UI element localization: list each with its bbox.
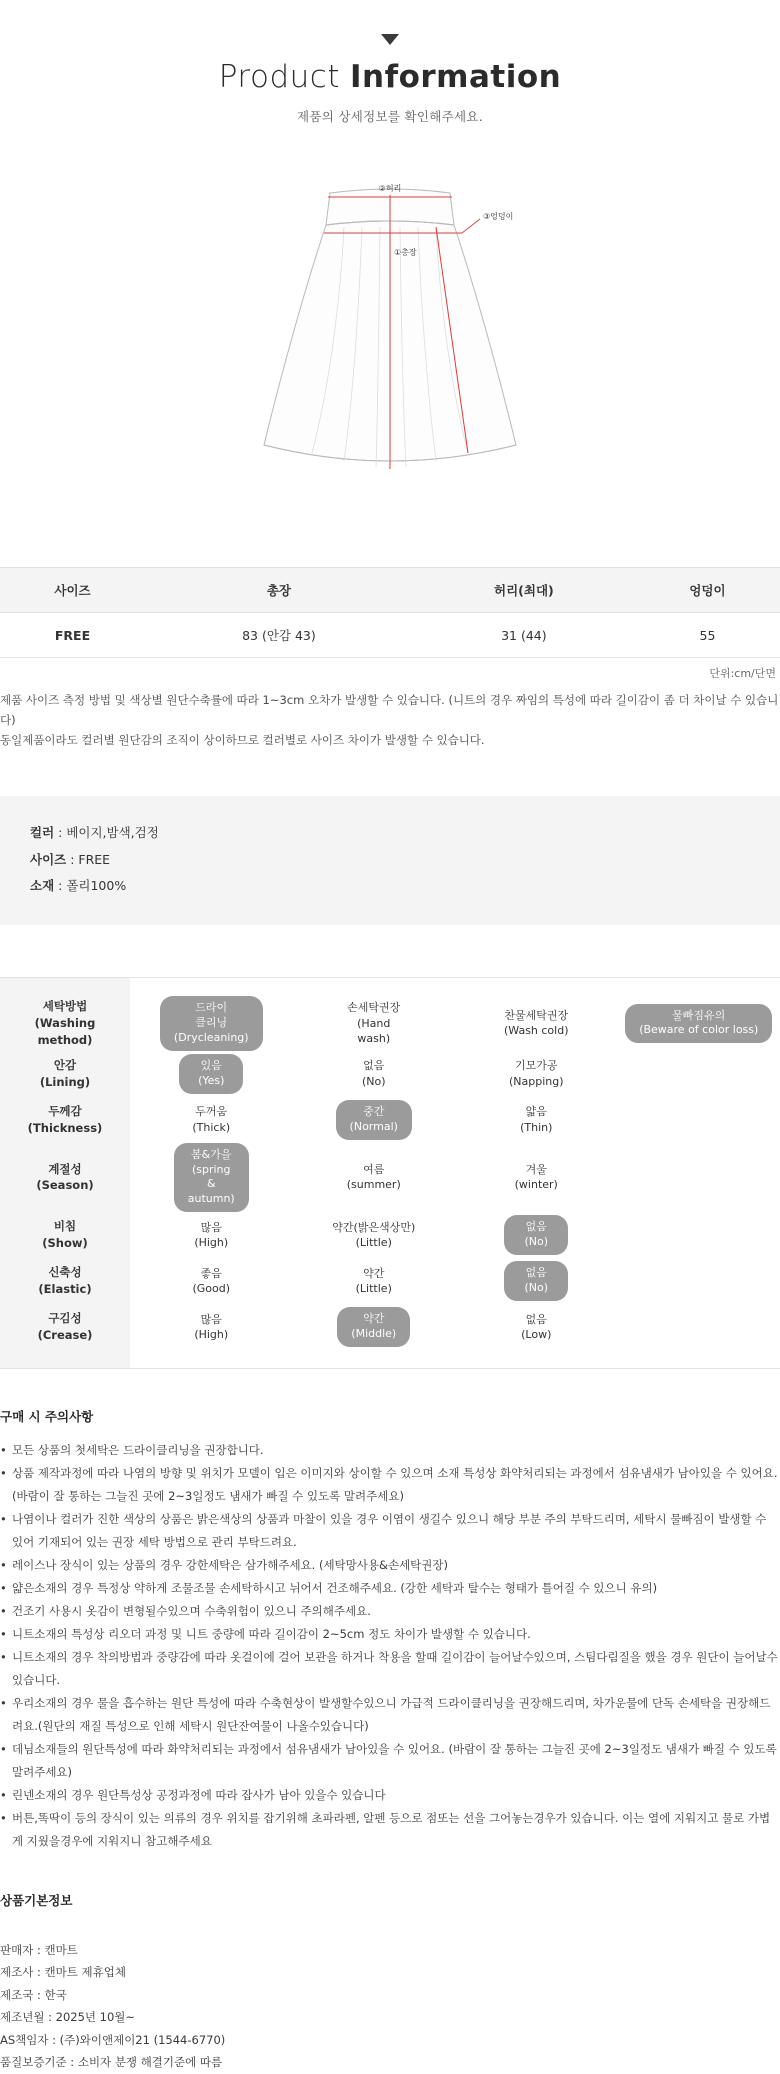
care-option[interactable] <box>130 996 293 1051</box>
care-row <box>0 1304 780 1350</box>
page-title <box>0 59 780 95</box>
care-option-line: (No) <box>518 1235 554 1250</box>
caution-item: • 니트소재의 경우 착의방법과 중량감에 따라 옷걸이에 걸어 보관을 하거나 착용을 할때 길이감이 늘어날수있으며, 스팀다림질을 했을 경우 원단이 늘어날수있습니다. <box>0 1646 780 1692</box>
basic-info-line: 판매자 : 캔마트 <box>0 1939 780 1961</box>
care-option[interactable] <box>455 1261 618 1301</box>
care-label-line: 비침 <box>0 1218 130 1235</box>
caution-items <box>0 1439 780 1853</box>
care-option-line: 드라이 <box>174 1001 249 1016</box>
size-cell-waist: 31 (44) <box>413 613 635 658</box>
basic-info-line: 품질보증기준 : 소비자 분쟁 해결기준에 따름 <box>0 2051 780 2073</box>
care-label-line: 신축성 <box>0 1264 130 1281</box>
care-option-line: 있음 <box>193 1059 229 1074</box>
care-option-text <box>347 1162 401 1193</box>
caution-item: • 린넨소재의 경우 원단특성상 공정과정에 따라 잡사가 남아 있을수 있습니다 <box>0 1784 780 1807</box>
care-option-line: 찬물세탁권장 <box>504 1008 569 1023</box>
care-option[interactable] <box>455 1100 618 1140</box>
care-option-line: 약간 <box>351 1312 396 1327</box>
caution-item: • 얇은소재의 경우 특정상 약하게 조물조물 손세탁하시고 뉘어서 건조해주세요. (강한 세탁과 탈수는 형태가 틀어질 수 있으니 유의) <box>0 1577 780 1600</box>
table-row <box>0 613 780 658</box>
caution-item: • 나염이나 컬러가 진한 색상의 상품은 밝은색상의 상품과 마찰이 있을 경우 이염이 생길수 있으니 해당 부분 주의 부탁드리며, 세탁시 물빠짐이 발생할 수 있어 기재되어 있는 권장 세탁 방법으로 관리 부탁드려요. <box>0 1508 780 1554</box>
care-label-line: 계절성 <box>0 1161 130 1178</box>
care-option-line: 좋음 <box>192 1266 230 1281</box>
care-option-text <box>521 1312 551 1343</box>
care-option-text <box>332 1220 415 1251</box>
care-option[interactable] <box>455 1054 618 1094</box>
care-rows <box>0 996 780 1350</box>
hip-label: ③엉덩이 <box>483 211 513 221</box>
care-option-line: 기모가공 <box>509 1058 564 1073</box>
care-option-line: 없음 <box>362 1058 386 1073</box>
care-option[interactable] <box>293 1307 456 1347</box>
care-option[interactable] <box>455 1307 618 1347</box>
chevron-down-icon <box>381 34 399 45</box>
care-option[interactable] <box>293 1261 456 1301</box>
spec-size-value: : FREE <box>70 852 110 867</box>
care-option[interactable] <box>293 1054 456 1094</box>
basic-info-line: AS책임자 : (주)와이앤제이21 (1544-6770) <box>0 2029 780 2051</box>
care-label-line: 안감 <box>0 1057 130 1074</box>
care-option-line: & <box>188 1177 235 1192</box>
basic-info-heading: 상품기본정보 <box>0 1891 780 1909</box>
size-cell-length: 83 (안감 43) <box>145 613 413 658</box>
care-option[interactable] <box>618 1307 780 1347</box>
spec-material-value: : 폴리100% <box>58 878 126 893</box>
care-option-text <box>194 1220 228 1251</box>
care-grid <box>0 977 780 1369</box>
caution-item: • 버튼,똑딱이 등의 장식이 있는 의류의 경우 위치를 잡기위해 초파라펜, 알펜 등으로 점또는 선을 그어놓는경우가 있습니다. 이는 열에 지워지고 물로 가볍게 지웠을경우에 지워지니 참고해주세요 <box>0 1807 780 1853</box>
care-option-text <box>362 1058 386 1089</box>
size-table-header-cell: 허리(최대) <box>413 568 635 613</box>
care-option[interactable] <box>455 1215 618 1255</box>
care-option-line: 없음 <box>518 1266 554 1281</box>
care-option-text <box>504 1008 569 1039</box>
care-option-line: 중간 <box>350 1105 398 1120</box>
caution-item: • 상품 제작과정에 따라 나염의 방향 및 위치가 모델이 입은 이미지와 상이할 수 있으며 소재 특성상 화약처리되는 과정에서 섬유냄새가 남아있을 수 있어요. (바람이 잘 통하는 그늘진 곳에 2~3일정도 냄새가 빠질 수 있도록 말려주세요) <box>0 1462 780 1508</box>
basic-info-line: 제조국 : 한국 <box>0 1984 780 2006</box>
care-option-line: wash) <box>347 1031 400 1046</box>
size-note-line: 제품 사이즈 측정 방법 및 색상별 원단수축률에 따라 1~3cm 오차가 발생할 수 있습니다. (니트의 경우 짜임의 특성에 따라 길이감이 좀 더 차이날 수 있습니다) <box>0 690 780 730</box>
care-label-line: 두께감 <box>0 1103 130 1120</box>
care-option-text <box>356 1266 392 1297</box>
care-option-line: (Wash cold) <box>504 1023 569 1038</box>
care-label-line: (Lining) <box>0 1074 130 1091</box>
caution-item: • 니트소재의 특성상 리오더 과정 및 니트 중량에 따라 길이감이 2~5cm 정도 차이가 발생할 수 있습니다. <box>0 1623 780 1646</box>
care-row-label <box>0 1097 130 1143</box>
size-table-header-cell: 엉덩이 <box>635 568 780 613</box>
spec-color-row <box>30 820 750 846</box>
caution-item: • 레이스나 장식이 있는 상품의 경우 강한세탁은 삼가해주세요. (세탁망사용&손세탁권장) <box>0 1554 780 1577</box>
caution-item: • 모든 상품의 첫세탁은 드라이클리닝을 권장합니다. <box>0 1439 780 1462</box>
care-label-line: (Thickness) <box>0 1120 130 1137</box>
caution-list <box>0 1439 780 1853</box>
care-option-selected[interactable] <box>504 1215 568 1255</box>
waist-label: ②허리 <box>379 183 402 193</box>
care-row <box>0 996 780 1051</box>
size-table-header-cell: 총장 <box>145 568 413 613</box>
care-option[interactable] <box>618 1100 780 1140</box>
care-option-line: 손세탁권장 <box>347 1000 400 1015</box>
care-option-text <box>194 1312 228 1343</box>
care-option-line: (summer) <box>347 1177 401 1192</box>
care-option-selected[interactable] <box>160 996 263 1051</box>
care-option-line: (Little) <box>332 1235 415 1250</box>
page-subtitle: 제품의 상세정보를 확인해주세요. <box>0 107 780 125</box>
care-option[interactable] <box>455 996 618 1051</box>
care-option-text <box>192 1104 230 1135</box>
care-option-line: (Yes) <box>193 1074 229 1089</box>
care-options <box>130 1100 780 1140</box>
care-label-line: (Elastic) <box>0 1281 130 1298</box>
care-row <box>0 1097 780 1143</box>
care-option[interactable] <box>130 1261 293 1301</box>
care-option-text <box>520 1104 552 1135</box>
care-row-label <box>0 1258 130 1304</box>
care-option-line: autumn) <box>188 1192 235 1207</box>
care-row <box>0 1051 780 1097</box>
care-option[interactable] <box>130 1054 293 1094</box>
care-option-selected[interactable] <box>337 1307 410 1347</box>
care-option-selected[interactable] <box>504 1261 568 1301</box>
care-options <box>130 1054 780 1094</box>
care-option-text <box>509 1058 564 1089</box>
care-option[interactable] <box>618 1215 780 1255</box>
care-option[interactable] <box>293 1100 456 1140</box>
care-option-line: (Napping) <box>509 1074 564 1089</box>
care-label-line: (Crease) <box>0 1327 130 1344</box>
size-cell-name: FREE <box>0 613 145 658</box>
care-option-line: (Little) <box>356 1281 392 1296</box>
caution-heading: 구매 시 주의사항 <box>0 1407 780 1425</box>
spec-size-row <box>30 847 750 873</box>
care-option[interactable] <box>293 1215 456 1255</box>
care-option[interactable] <box>293 1143 456 1212</box>
care-label-line: (Washing <box>0 1015 130 1032</box>
length-label: ①총장 <box>394 247 417 257</box>
caution-item: • 우리소재의 경우 물을 흡수하는 원단 특성에 따라 수축현상이 발생할수있으니 가급적 드라이클리닝을 권장해드리며, 차가운물에 단독 손세탁을 권장해드려요.(원단의 재질 특성으로 인해 세탁시 원단잔여물이 나올수있습니다) <box>0 1692 780 1738</box>
size-note-line: 동일제품이라도 컬러별 원단감의 조직이 상이하므로 컬러별로 사이즈 차이가 발생할 수 있습니다. <box>0 730 780 750</box>
care-option[interactable] <box>130 1307 293 1347</box>
care-options <box>130 1215 780 1255</box>
care-options <box>130 1307 780 1347</box>
spec-size-key: 사이즈 <box>30 852 66 867</box>
care-option-line: (High) <box>194 1235 228 1250</box>
basic-info-line: 제조년월 : 2025년 10월~ <box>0 2006 780 2028</box>
care-option[interactable] <box>130 1100 293 1140</box>
care-option-line: 약간 <box>356 1266 392 1281</box>
spec-material-row <box>30 873 750 899</box>
care-option-selected[interactable] <box>336 1100 412 1140</box>
care-option-line: 없음 <box>521 1312 551 1327</box>
care-option-line: (High) <box>194 1327 228 1342</box>
care-option-line: 클리닝 <box>174 1016 249 1031</box>
unit-note: 단위:cm/단면 <box>0 658 780 681</box>
size-cell-hip: 55 <box>635 613 780 658</box>
size-table <box>0 567 780 658</box>
skirt-illustration <box>0 177 780 507</box>
care-option-line: (spring <box>188 1163 235 1178</box>
care-option-line: (Thin) <box>520 1120 552 1135</box>
care-option[interactable] <box>618 1143 780 1212</box>
care-row-label <box>0 1304 130 1350</box>
care-option-line: (No) <box>362 1074 386 1089</box>
care-option-line: (Hand <box>347 1016 400 1031</box>
page-title-bold: Information <box>350 59 561 95</box>
care-label-line: 세탁방법 <box>0 998 130 1015</box>
care-option-line: 두꺼움 <box>192 1104 230 1119</box>
care-option-line: 약간(밝은색상만) <box>332 1220 415 1235</box>
care-row-label <box>0 996 130 1051</box>
size-table-header-cell: 사이즈 <box>0 568 145 613</box>
caution-item: • 건조기 사용시 옷감이 변형될수있으며 수축위험이 있으니 주의해주세요. <box>0 1600 780 1623</box>
care-option-line: 없음 <box>518 1220 554 1235</box>
care-option[interactable] <box>130 1215 293 1255</box>
care-label-line: (Show) <box>0 1235 130 1252</box>
care-option[interactable] <box>293 996 456 1051</box>
care-row <box>0 1258 780 1304</box>
basic-info-line: 제조사 : 캔마트 제휴업체 <box>0 1961 780 1983</box>
care-row-label <box>0 1212 130 1258</box>
care-option-line: 겨울 <box>515 1162 558 1177</box>
care-option-line: (Thick) <box>192 1120 230 1135</box>
care-option-line: (winter) <box>515 1177 558 1192</box>
page-header <box>0 0 780 125</box>
care-row-label <box>0 1051 130 1097</box>
care-option[interactable] <box>130 1143 293 1212</box>
basic-info-list <box>0 1939 780 2074</box>
care-row-label <box>0 1143 130 1212</box>
page-title-light: Product <box>219 59 340 95</box>
care-option-line: (Middle) <box>351 1327 396 1342</box>
care-option[interactable] <box>455 1143 618 1212</box>
care-option-line: (Normal) <box>350 1120 398 1135</box>
care-option-line: 많음 <box>194 1220 228 1235</box>
care-label-line: 구김성 <box>0 1310 130 1327</box>
care-option-line: (Drycleaning) <box>174 1031 249 1046</box>
spec-box <box>0 796 780 925</box>
care-option-line: 물빠짐유의 <box>639 1009 758 1024</box>
care-option-text <box>192 1266 230 1297</box>
care-row <box>0 1143 780 1212</box>
care-label-line: (Season) <box>0 1177 130 1194</box>
care-row <box>0 1212 780 1258</box>
caution-item: • 데님소재들의 원단특성에 따라 화약처리되는 과정에서 섬유냄새가 남아있을 수 있어요. (바람이 잘 통하는 그늘진 곳에 2~3일정도 냄새가 빠질 수 있도록 말려주세요) <box>0 1738 780 1784</box>
care-label-line: method) <box>0 1032 130 1049</box>
care-option-selected[interactable] <box>625 1004 772 1044</box>
care-option-selected[interactable] <box>174 1143 249 1212</box>
care-option[interactable] <box>618 1261 780 1301</box>
care-option-text <box>515 1162 558 1193</box>
care-option[interactable] <box>618 1054 780 1094</box>
care-option-text <box>347 1000 400 1046</box>
care-option-line: 많음 <box>194 1312 228 1327</box>
care-option-line: (No) <box>518 1281 554 1296</box>
care-option-line: (Low) <box>521 1327 551 1342</box>
size-table-header-row <box>0 568 780 613</box>
care-options <box>130 1261 780 1301</box>
care-option-line: 여름 <box>347 1162 401 1177</box>
care-options <box>130 1143 780 1212</box>
care-option[interactable] <box>618 996 780 1051</box>
care-option-line: 봄&가을 <box>188 1148 235 1163</box>
size-notes <box>0 690 780 750</box>
spec-color-key: 컬러 <box>30 825 54 840</box>
care-option-line: (Good) <box>192 1281 230 1296</box>
care-options <box>130 996 780 1051</box>
spec-material-key: 소재 <box>30 878 54 893</box>
spec-color-value: : 베이지,밤색,검정 <box>58 825 159 840</box>
care-option-selected[interactable] <box>179 1054 243 1094</box>
care-option-line: (Beware of color loss) <box>639 1023 758 1038</box>
skirt-diagram-svg <box>240 177 540 507</box>
care-option-line: 얇음 <box>520 1104 552 1119</box>
